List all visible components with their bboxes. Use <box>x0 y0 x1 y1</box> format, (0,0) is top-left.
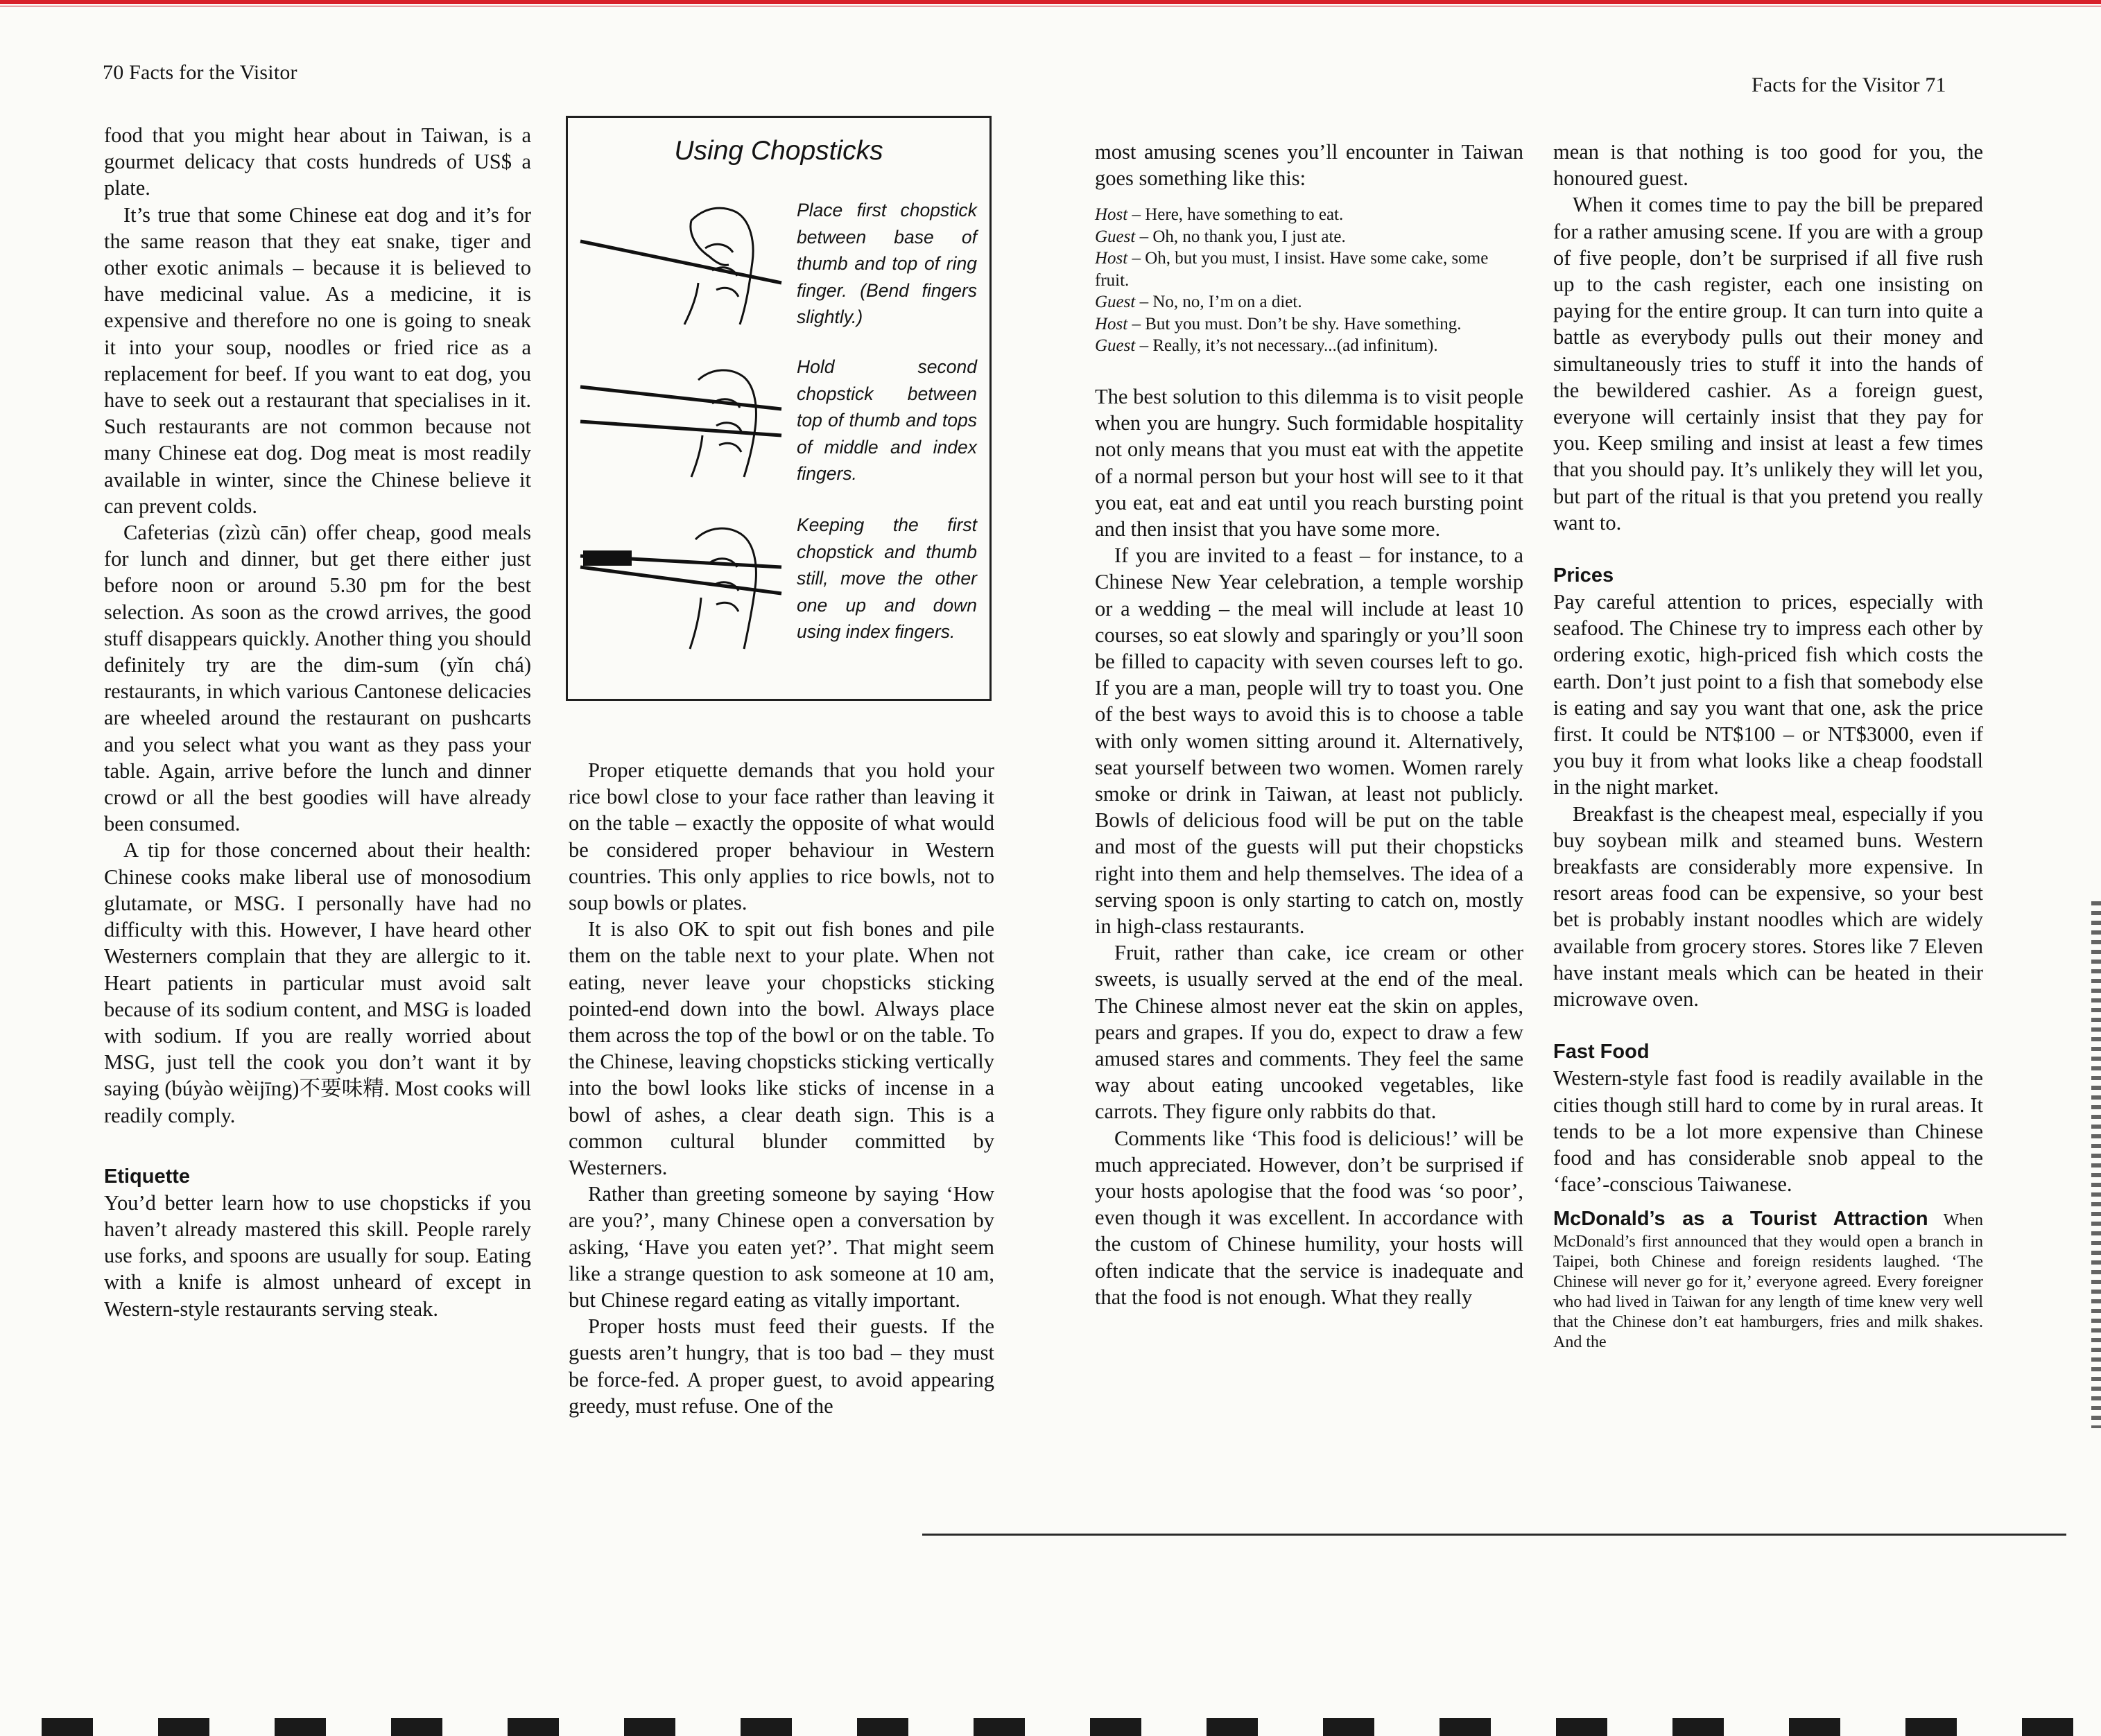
section-heading-fast-food: Fast Food <box>1553 1041 1650 1064</box>
hand-two-chopsticks-icon <box>573 345 788 484</box>
dialogue-line: Guest – Oh, no thank you, I just ate. <box>1095 227 1346 246</box>
paragraph: Comments like ‘This food is delicious!’ will be much appreciated. However, don’t be surprised if your hosts apologise that the food was ‘so poor’, even though it was excellent. In accordance with the custom of Chinese humility, your hosts will often indicate that the service is inadequate and that the food is not enough. What they really <box>1095 1126 1523 1309</box>
paragraph: If you are invited to a feast – for instance, to a Chinese New Year celebration, a temple worship or a wedding – the meal will include at least 10 courses, so eat slowly and sparingly or you’ll soon be filled to capacity with seven courses left to go. If you are a man, people will try to toast you. One of the best ways to avoid this is to choose a table with only women sitting around it. Alternatively, seat yourself between two women. Women rarely smoke or drink in Taiwan, at least not publicly. Bowls of delicious food will be put on the table and most of the guests will put their chopsticks right into them and help themselves. The idea of a serving spoon is only starting to catch on, mostly in high-class restaurants. <box>1095 544 1523 938</box>
red-top-edge <box>0 0 2101 4</box>
dialogue-line: Guest – Really, it’s not necessary...(ad infinitum). <box>1095 336 1438 356</box>
right-column-1 <box>1095 139 1523 1310</box>
binding-tab <box>1090 1718 1141 1736</box>
section-heading-etiquette: Etiquette <box>104 1165 191 1188</box>
paragraph: It’s true that some Chinese eat dog and it’s for the same reason that they eat snake, tiger and other exotic animals – because it is believed to have medicinal value. As a medicine, it is expensive and therefore no one is going to sneak it into your soup, noodles or fried rice as a replacement for beef. If you want to eat dog, you have to seek out a restaurant that specialises in it. Such restaurants are not common because not many Chinese eat dog. Dog meat is most readily available in winter, since the Chinese believe it can prevent colds. <box>104 202 531 518</box>
page-bottom-rule <box>922 1534 2066 1536</box>
left-column-2 <box>569 757 994 1419</box>
right-running-head: Facts for the Visitor 71 <box>1752 73 1946 96</box>
paragraph: Pay careful attention to prices, especially with seafood. The Chinese try to impress each other by ordering exotic, high-priced fish which costs the earth. Don’t just point to a fish that somebody else is eating and say you want that one, ask the price first. It could be NT$100 – or NT$3000, even if you buy it from what looks like a cheap foodstall in the night market. <box>1553 590 1983 799</box>
binding-tab <box>1207 1718 1258 1736</box>
binding-tab <box>857 1718 908 1736</box>
paragraph: Breakfast is the cheapest meal, especially if you buy soybean milk and steamed buns. Western breakfasts are considerably more expensive. In resort areas food can be expensive, so your best bet is probably instant noodles which are widely available from grocery stores. Stores like 7 Eleven have instant meals which can be heated in their microwave oven. <box>1553 801 1983 1012</box>
paragraph: You’d better learn how to use chopsticks if you haven’t already mastered this skill. People rarely use forks, and spoons are usually for soup. Eating with a knife is almost unheard of except in Western-style restaurants serving steak. <box>104 1190 531 1321</box>
hand-chopsticks-moving-icon <box>573 501 788 653</box>
right-column-2 <box>1553 139 1983 1353</box>
paragraph: Fruit, rather than cake, ice cream or other sweets, is usually served at the end of the meal. The Chinese almost never eat the skin on apples, pears and grapes. If you do, expect to draw a few amused stares and comments. They feel the same way about eating uncooked vegetables, like carrots. They figure only rabbits do that. <box>1095 941 1523 1124</box>
binding-tab <box>2022 1718 2073 1736</box>
binding-tab <box>275 1718 326 1736</box>
mcdonalds-heading: McDonald’s as a Tourist Attraction <box>1553 1208 1928 1231</box>
chopstick-step-1: Place first chopstick between base of thumb and top of ring finger. (Bend fingers slightly.) <box>797 200 977 327</box>
mcdonalds-boxed-text: McDonald’s as a Tourist Attraction When McDonald’s first announced that they would open a branch in Taipei, both Chinese and foreign residents laughed. ‘The Chinese will never go for it,’ everyone agreed. Every foreigner who had lived in Taiwan for any length of time knew very well that the Chinese don’t eat hamburgers, fries and milk shakes. And the <box>1553 1208 1983 1352</box>
chopsticks-sidebar-box <box>566 116 992 701</box>
paragraph: most amusing scenes you’ll encounter in Taiwan goes something like this: <box>1095 140 1523 191</box>
left-running-head: 70 Facts for the Visitor <box>103 61 297 84</box>
binding-tab <box>1905 1718 1957 1736</box>
binding-tab <box>42 1718 93 1736</box>
binding-tab <box>741 1718 792 1736</box>
host-guest-dialogue <box>1095 204 1523 357</box>
hand-chopstick-grip-icon <box>573 193 788 331</box>
binding-tab <box>1672 1718 1724 1736</box>
section-heading-prices: Prices <box>1553 564 1614 587</box>
paragraph: Rather than greeting someone by saying ‘How are you?’, many Chinese open a conversation by asking, ‘Have you eaten yet?’. That might seem like a strange question to ask someone at 10 am, but Chinese regard eating as vitally important. <box>569 1182 994 1312</box>
binding-tab <box>1323 1718 1374 1736</box>
paragraph: mean is that nothing is too good for you, the honoured guest. <box>1553 140 1983 191</box>
binding-tab <box>391 1718 442 1736</box>
binding-tab <box>508 1718 559 1736</box>
binding-tab <box>1439 1718 1491 1736</box>
red-top-edge-shadow <box>0 6 2101 7</box>
paragraph: Cafeterias (zìzù cān) offer cheap, good meals for lunch and dinner, but get there either just before noon or around 5.30 pm for the best selection. As soon as the crowd arrives, the good stuff disappears quickly. Another thing you should definitely try are the dim-sum (yǐn chá) restaurants, in which various Cantonese delicacies are wheeled around the restaurant on pushcarts and you select what you want as they pass your table. Again, arrive before the lunch and dinner crowd or all the best goodies will have already been consumed. <box>104 521 531 836</box>
paragraph: Proper hosts must feed their guests. If the guests aren’t hungry, that is too bad – they must be force-fed. A proper guest, to avoid appearing greedy, must refuse. One of the <box>569 1314 994 1418</box>
binding-tab <box>158 1718 209 1736</box>
paragraph: Proper etiquette demands that you hold your rice bowl close to your face rather than leaving it on the table – exactly the opposite of what would be considered proper behaviour in Western countries. This only applies to rice bowls, not to soup bowls or plates. <box>569 758 994 915</box>
dialogue-line: Host – Oh, but you must, I insist. Have some cake, some fruit. <box>1095 249 1489 290</box>
dialogue-line: Guest – No, no, I’m on a diet. <box>1095 293 1302 312</box>
paragraph: It is also OK to spit out fish bones and pile them on the table next to your plate. When not eating, never leave your chopsticks sticking pointed-end down into the bowl. Always place them across the top of the bowl or on the table. To the Chinese, leaving chopsticks sticking vertically into the bowl looks like sticks of incense in a bowl of ashes, a clear death sign. This is a common cultural blunder committed by Westerners. <box>569 917 994 1180</box>
paragraph: A tip for those concerned about their health: Chinese cooks make liberal use of monosodium glutamate, or MSG. I personally have had no difficulty with this. However, I have heard other Westerners complain that they are allergic to it. Heart patients in particular must avoid salt because of its sodium content, and MSG is loaded with sodium. If you are really worried about MSG, just tell the cook you don’t want it by saying (búyào wèijīng)不要味精. Most cooks will readily comply. <box>104 838 531 1127</box>
scan-edge-strip <box>2091 901 2101 1428</box>
binding-tab <box>1789 1718 1840 1736</box>
paragraph: food that you might hear about in Taiwan, is a gourmet delicacy that costs hundreds of US$ a plate. <box>104 123 531 200</box>
chopstick-step-3: Keeping the first chopstick and thumb still, move the other one up and down using index fingers. <box>797 514 977 642</box>
sidebar-title: Using Chopsticks <box>674 136 883 166</box>
paragraph: The best solution to this dilemma is to visit people when you are hungry. Such formidable hospitality not only means that you must eat with the appetite of a normal person but your host will see to it that you eat, eat and eat until you reach bursting point and then insist that you have some more. <box>1095 384 1523 541</box>
chopstick-step-2: Hold second chopstick between top of thumb and tops of middle and index fingers. <box>797 356 977 484</box>
binding-tab <box>624 1718 675 1736</box>
binding-tab <box>974 1718 1025 1736</box>
dialogue-line: Host – Here, have something to eat. <box>1095 205 1344 225</box>
paragraph: Western-style fast food is readily available in the cities though still hard to come by in rural areas. It tends to be a lot more expensive than Chinese food and has considerable snob appeal to the ‘face’-conscious Taiwanese. <box>1553 1066 1983 1197</box>
left-column-1 <box>104 122 531 1322</box>
dialogue-line: Host – But you must. Don’t be shy. Have something. <box>1095 314 1462 333</box>
binding-tab <box>1556 1718 1607 1736</box>
paragraph: When it comes time to pay the bill be prepared for a rather amusing scene. If you are with a group of five people, don’t be surprised if all five rush up to the cash register, each one insisting on paying for the entire group. It can turn into quite a battle as everybody pulls out their money and simultaneously tries to stuff it into the hands of the bewildered cashier. As a foreign guest, everyone will certainly insist that they pay for you. Keep smiling and insist at least a few times that you should pay. It’s unlikely they will let you, but part of the ritual is that you pretend you really want to. <box>1553 193 1983 535</box>
spiral-binding-strip <box>0 1718 2101 1736</box>
